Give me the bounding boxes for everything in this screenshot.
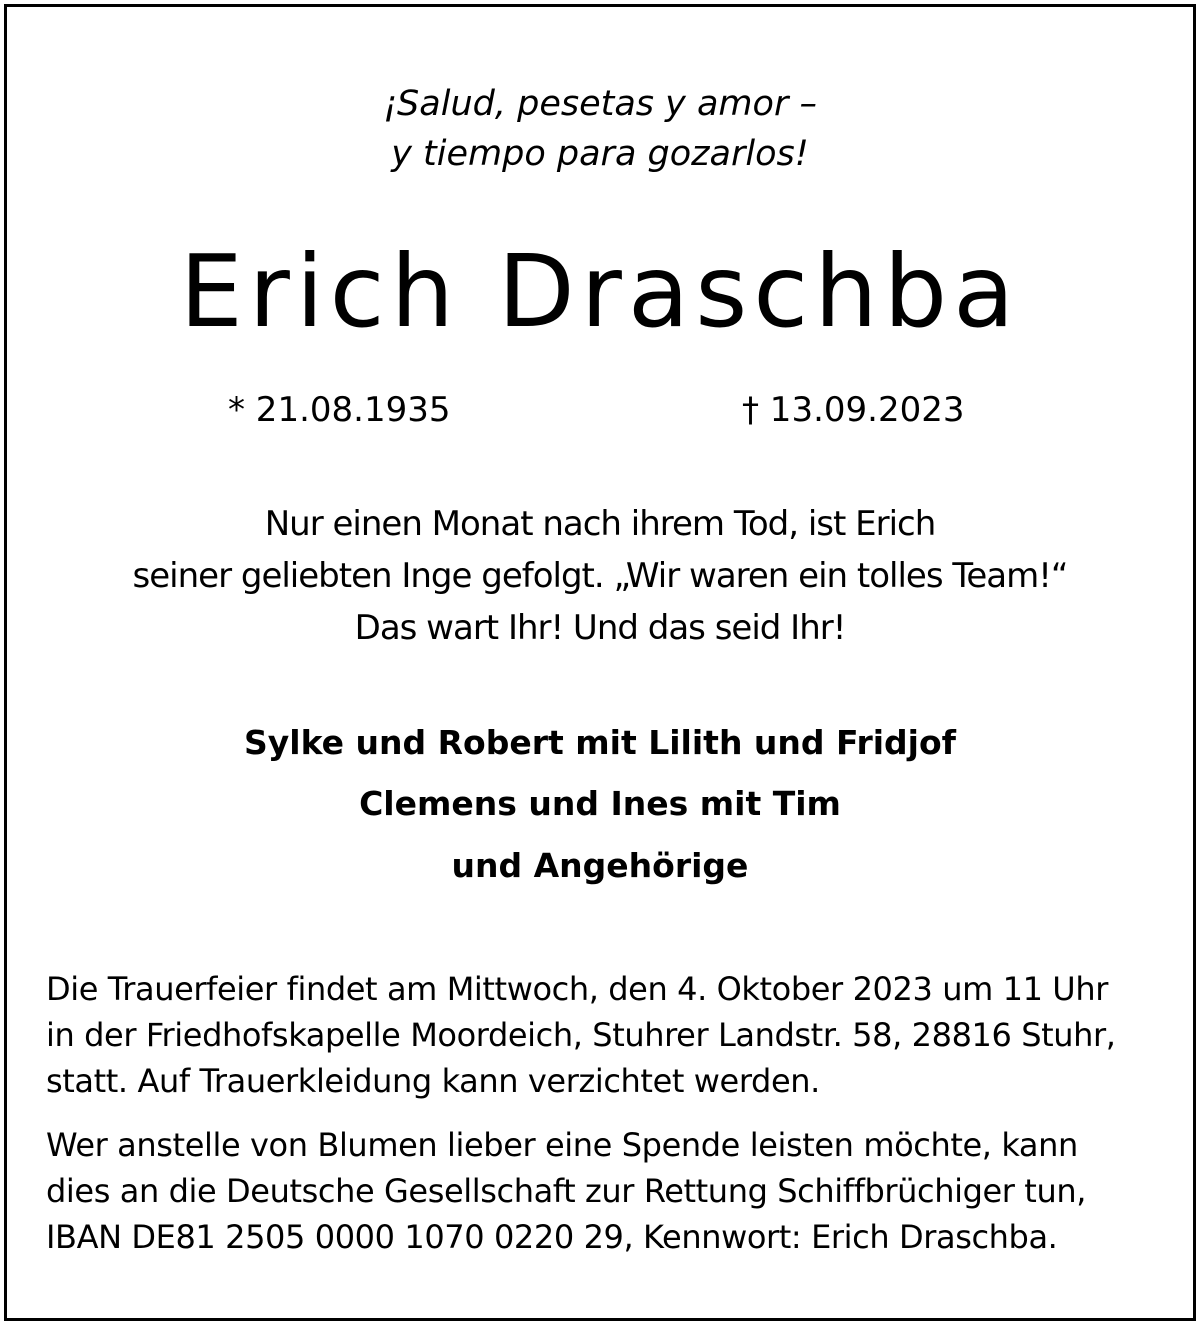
donation-line-1: Wer anstelle von Blumen lieber eine Spende leisten möchte, kann (46, 1126, 1078, 1164)
family-line-2: Clemens und Ines mit Tim (359, 784, 841, 823)
tribute-line-1: Nur einen Monat nach ihrem Tod, ist Erich (264, 504, 936, 544)
donation-line-3: IBAN DE81 2505 0000 1070 0220 29, Kennwort: Erich Draschba. (46, 1218, 1058, 1256)
donation-line-2: dies an die Deutsche Gesellschaft zur Rettung Schiffbrüchiger tun, (46, 1172, 1086, 1210)
ceremony-line-3: statt. Auf Trauerkleidung kann verzichtet werden. (46, 1062, 820, 1100)
ceremony-line-2: in der Friedhofskapelle Moordeich, Stuhrer Landstr. 58, 28816 Stuhr, (46, 1016, 1116, 1054)
ceremony-line-1: Die Trauerfeier findet am Mittwoch, den 4. Oktober 2023 um 11 Uhr (46, 970, 1108, 1008)
deceased-name: Erich Draschba (179, 233, 1021, 350)
tribute-line-3: Das wart Ihr! Und das seid Ihr! (354, 608, 846, 648)
birth-date: * 21.08.1935 (228, 390, 451, 430)
death-date: † 13.09.2023 (742, 390, 965, 430)
motto-line-2: y tiempo para gozarlos! (391, 134, 809, 174)
family-line-3: und Angehörige (451, 846, 749, 885)
tribute-line-2: seiner geliebten Inge gefolgt. „Wir waren ein tolles Team!“ (132, 556, 1068, 596)
family-line-1: Sylke und Robert mit Lilith und Fridjof (244, 723, 956, 762)
motto-line-1: ¡Salud, pesetas y amor – (383, 84, 817, 124)
